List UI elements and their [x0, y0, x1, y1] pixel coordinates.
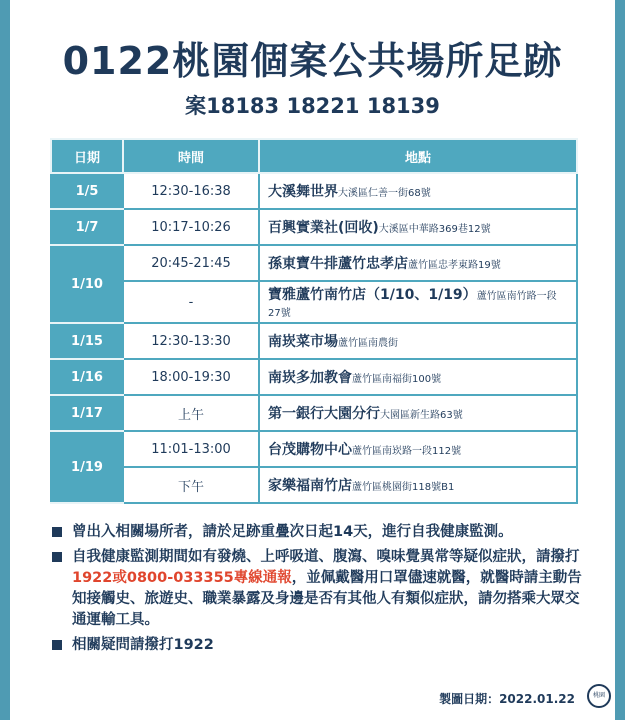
place-cell: [259, 359, 577, 395]
table-row: [51, 209, 577, 245]
place-address: 蘆竹區桃園街118號B1: [352, 482, 455, 493]
table-row: [51, 173, 577, 209]
table-row: [51, 467, 577, 503]
place-address: 蘆竹區忠孝東路19號: [408, 260, 501, 271]
time-cell: 下午: [123, 467, 259, 503]
government-seal-icon: 桃園: [587, 684, 611, 708]
date-cell: 1/16: [51, 359, 123, 395]
time-cell: 20:45-21:45: [123, 245, 259, 281]
hotline-highlight: 1922或0800-033355專線通報: [72, 570, 292, 586]
header-time: 時間: [123, 139, 259, 173]
square-bullet-icon: [52, 527, 62, 537]
note-item: [50, 547, 590, 631]
place-cell: [259, 245, 577, 281]
place-name: 第一銀行大園分行: [268, 406, 380, 422]
place-cell: [259, 209, 577, 245]
place-cell: [259, 395, 577, 431]
date-cell: 1/15: [51, 323, 123, 359]
place-name: 百興實業社(回收): [268, 220, 379, 236]
place-cell: [259, 467, 577, 503]
place-name: 寶雅蘆竹南竹店（1/10、1/19）: [268, 287, 477, 303]
place-cell: [259, 173, 577, 209]
case-numbers: 案18183 18221 18139: [185, 94, 440, 118]
production-date: 製圖日期：2022.01.22: [439, 692, 575, 706]
table-header-row: [51, 139, 577, 173]
table-row: [51, 431, 577, 467]
note-item: [50, 522, 590, 543]
time-cell: 12:30-13:30: [123, 323, 259, 359]
date-cell: 1/10: [51, 245, 123, 323]
place-address: 大園區新生路63號: [380, 410, 463, 421]
date-cell: 1/5: [51, 173, 123, 209]
note-text: 自我健康監測期間如有發燒、上呼吸道、腹瀉、嗅味覺異常等疑似症狀，請撥打: [72, 549, 580, 565]
header-date: 日期: [51, 139, 123, 173]
time-cell: -: [123, 281, 259, 323]
place-address: 大溪區中華路369巷12號: [378, 224, 491, 235]
notes-list: [50, 522, 590, 660]
place-name: 大溪舞世界: [268, 184, 338, 200]
place-address: 蘆竹區南農街: [338, 338, 398, 349]
place-address: 蘆竹區南福街100號: [352, 374, 442, 385]
table-row: [51, 323, 577, 359]
time-cell: 10:17-10:26: [123, 209, 259, 245]
page-title: 0122桃園個案公共場所足跡: [62, 39, 563, 83]
table-row: [51, 245, 577, 281]
date-cell: 1/19: [51, 431, 123, 503]
place-cell: [259, 323, 577, 359]
table-row: [51, 281, 577, 323]
place-cell: [259, 431, 577, 467]
date-cell: 1/7: [51, 209, 123, 245]
place-name: 家樂福南竹店: [268, 478, 352, 494]
place-name: 孫東寶牛排蘆竹忠孝店: [268, 256, 408, 272]
time-cell: 12:30-16:38: [123, 173, 259, 209]
footprint-table: [50, 138, 578, 504]
note-text: 相關疑問請撥打1922: [72, 637, 214, 653]
time-cell: 11:01-13:00: [123, 431, 259, 467]
header-place: 地點: [259, 139, 577, 173]
note-text: 曾出入相關場所者，請於足跡重疊次日起14天，進行自我健康監測。: [72, 524, 513, 540]
note-item: [50, 635, 590, 656]
time-cell: 上午: [123, 395, 259, 431]
place-cell: [259, 281, 577, 323]
time-cell: 18:00-19:30: [123, 359, 259, 395]
place-name: 南崁菜市場: [268, 334, 338, 350]
place-address: 蘆竹區南崁路一段112號: [352, 446, 462, 457]
date-cell: 1/17: [51, 395, 123, 431]
table-row: [51, 395, 577, 431]
note-text: ，並佩戴醫用口罩儘速就醫，就醫時請主動告知接觸史、旅遊史、職業暴露及身邊是否有其他人有類似症狀，請勿搭乘大眾交通運輸工具。: [72, 570, 582, 628]
place-address: 蘆竹區南竹路一段27號: [268, 291, 557, 319]
place-name: 台茂購物中心: [268, 442, 352, 458]
square-bullet-icon: [52, 640, 62, 650]
place-address: 大溪區仁善一街68號: [338, 188, 431, 199]
square-bullet-icon: [52, 552, 62, 562]
place-name: 南崁多加教會: [268, 370, 352, 386]
table-row: [51, 359, 577, 395]
